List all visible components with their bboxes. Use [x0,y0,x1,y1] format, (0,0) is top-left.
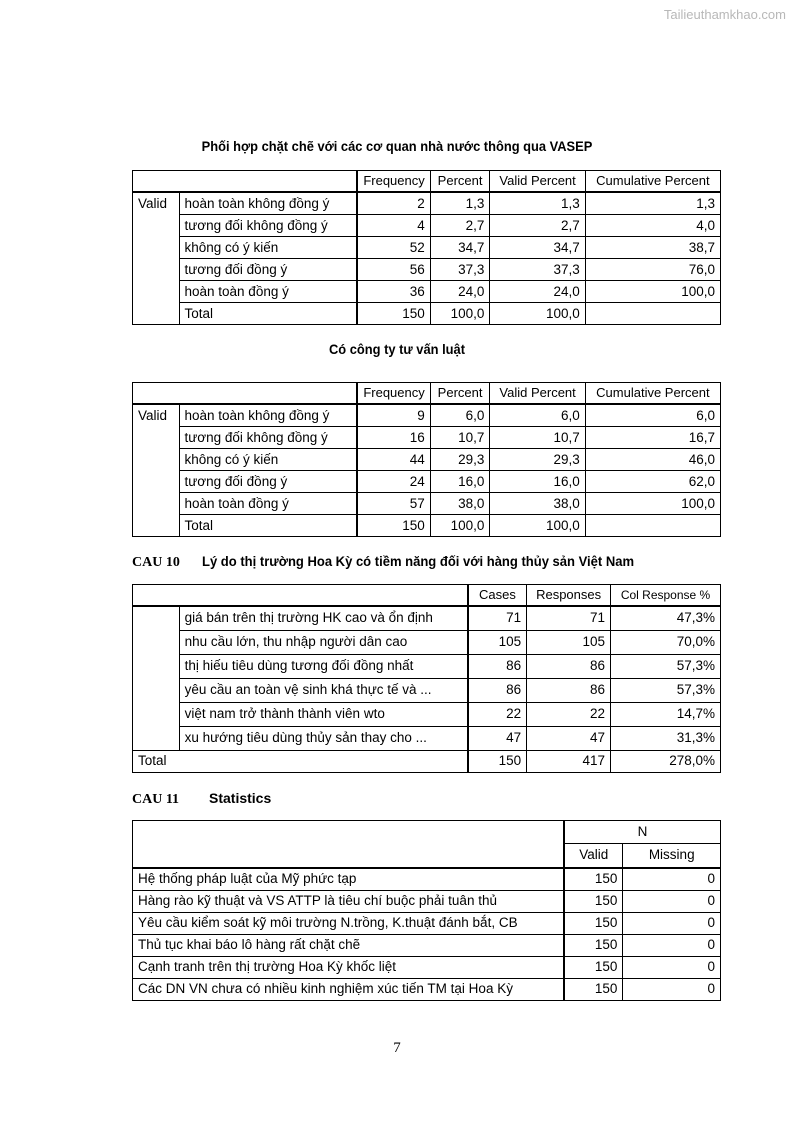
cell: 6,0 [585,404,720,427]
cell: 37,3 [430,259,490,281]
header-valid-percent: Valid Percent [490,383,585,405]
cell: 100,0 [430,303,490,325]
cell [585,303,720,325]
cell: 100,0 [585,493,720,515]
row-label: Total [179,515,357,537]
row-label: Total [133,750,468,772]
cau10-table [132,584,721,773]
cell: 47 [527,726,611,750]
header-n: N [564,821,720,844]
table-row [133,654,721,678]
cell: 0 [623,890,721,912]
cell: 22 [468,702,527,726]
row-label: hoàn toàn đồng ý [179,281,357,303]
table-row [133,630,721,654]
table1-title: Phối hợp chặt chẽ với các cơ quan nhà nước thông qua VASEP [201,138,593,154]
table-row [133,956,721,978]
cell: 24,0 [430,281,490,303]
table-row [133,471,721,493]
cell: 100,0 [585,281,720,303]
cell: 9 [357,404,430,427]
cell: 76,0 [585,259,720,281]
header-missing: Missing [623,844,721,868]
row-label: Cạnh tranh trên thị trường Hoa Kỳ khốc liệt [133,956,565,978]
page-number: 7 [393,1040,401,1056]
header-cases: Cases [468,585,527,607]
header-frequency: Frequency [357,383,430,405]
header-col-response: Col Response % [611,585,721,607]
table-row [133,192,721,215]
cell: 47 [468,726,527,750]
header-responses: Responses [527,585,611,607]
cell: 10,7 [430,427,490,449]
cell: 2,7 [490,215,585,237]
cell: 57,3% [611,678,721,702]
cell: 100,0 [430,515,490,537]
cell: 150 [564,978,623,1000]
cau10-number: CAU 10 [132,555,180,570]
row-label: Total [179,303,357,325]
row-label: Hệ thống pháp luật của Mỹ phức tạp [133,868,565,891]
table-row [133,934,721,956]
cell: 22 [527,702,611,726]
cell: 0 [623,868,721,891]
cell: 38,0 [430,493,490,515]
cau10-heading [132,553,667,571]
cell: 100,0 [490,515,585,537]
table-row-total [133,515,721,537]
cell: 86 [468,654,527,678]
cell: 1,3 [585,192,720,215]
cell: 24,0 [490,281,585,303]
cell: 86 [468,678,527,702]
row-label: tương đối đồng ý [179,471,357,493]
cell: 150 [564,912,623,934]
cell: 86 [527,654,611,678]
cell: 29,3 [430,449,490,471]
cell: 37,3 [490,259,585,281]
table1-header-row [133,171,721,193]
row-label: hoàn toàn không đồng ý [179,404,357,427]
table-row [133,404,721,427]
cell: 150 [357,515,430,537]
cell: 4 [357,215,430,237]
cell: 16 [357,427,430,449]
table2 [132,382,721,537]
table-row-total [133,303,721,325]
cell: 150 [564,868,623,891]
cell: 16,0 [490,471,585,493]
table-row [133,606,721,630]
header-percent: Percent [430,383,490,405]
cau11-title: Statistics [209,790,272,806]
row-label: giá bán trên thị trường HK cao và ổn định [179,606,468,630]
table-row [133,259,721,281]
header-valid: Valid [564,844,623,868]
row-label: Thủ tục khai báo lô hàng rất chặt chẽ [133,934,565,956]
cell: 57 [357,493,430,515]
cell: 150 [357,303,430,325]
cell: 2,7 [430,215,490,237]
cell: 4,0 [585,215,720,237]
row-label: nhu cầu lớn, thu nhập người dân cao [179,630,468,654]
table1 [132,170,721,325]
table-row [133,702,721,726]
header-cumulative-percent: Cumulative Percent [585,383,720,405]
table-row-total [133,750,721,772]
cell: 150 [564,890,623,912]
cell: 62,0 [585,471,720,493]
cell: 1,3 [430,192,490,215]
table-row [133,868,721,891]
row-label: không có ý kiến [179,237,357,259]
cell: 0 [623,934,721,956]
cell [585,515,720,537]
row-label: Yêu cầu kiểm soát kỹ môi trường N.trồng, K.thuật đánh bắt, CB [133,912,565,934]
row-label: xu hướng tiêu dùng thủy sản thay cho ... [179,726,468,750]
cell: 57,3% [611,654,721,678]
row-label: không có ý kiến [179,449,357,471]
cell: 417 [527,750,611,772]
table-row [133,912,721,934]
watermark: Tailieuthamkhao.com [663,7,786,22]
cau11-heading [132,790,271,808]
cell: 31,3% [611,726,721,750]
cau10-title: Lý do thị trường Hoa Kỳ có tiềm năng đối với hàng thủy sản Việt Nam [202,553,635,569]
cell: 100,0 [490,303,585,325]
cell: 47,3% [611,606,721,630]
cell: 24 [357,471,430,493]
cell: 38,7 [585,237,720,259]
cell: 6,0 [430,404,490,427]
cell: 0 [623,912,721,934]
table2-title: Có công ty tư vấn luật [328,341,465,357]
table-row [133,237,721,259]
group-label: Valid [133,192,180,215]
row-label: việt nam trở thành thành viên wto [179,702,468,726]
cell: 38,0 [490,493,585,515]
cell: 278,0% [611,750,721,772]
header-cumulative-percent: Cumulative Percent [585,171,720,193]
cell: 86 [527,678,611,702]
cell: 56 [357,259,430,281]
cau11-number: CAU 11 [132,792,180,807]
cell: 10,7 [490,427,585,449]
cell: 150 [564,956,623,978]
cau10-header-row [133,585,721,607]
table-row [133,978,721,1000]
cell: 70,0% [611,630,721,654]
cell: 0 [623,956,721,978]
cell: 105 [527,630,611,654]
table-row [133,726,721,750]
cell: 0 [623,978,721,1000]
row-label: thị hiếu tiêu dùng tương đối đồng nhất [179,654,468,678]
row-label: hoàn toàn đồng ý [179,493,357,515]
row-label: Các DN VN chưa có nhiều kinh nghiệm xúc tiến TM tại Hoa Kỳ [133,978,565,1000]
cell: 150 [564,934,623,956]
table-row [133,281,721,303]
cell: 16,7 [585,427,720,449]
cau11-table [132,820,721,1001]
cell: 105 [468,630,527,654]
cell: 2 [357,192,430,215]
table-row [133,427,721,449]
cell: 44 [357,449,430,471]
row-label: tương đối không đồng ý [179,427,357,449]
cell: 71 [527,606,611,630]
cell: 46,0 [585,449,720,471]
table-row [133,890,721,912]
table2-header-row [133,383,721,405]
cell: 1,3 [490,192,585,215]
table-row [133,493,721,515]
header-valid-percent: Valid Percent [490,171,585,193]
cell: 36 [357,281,430,303]
cell: 14,7% [611,702,721,726]
row-label: tương đối không đồng ý [179,215,357,237]
header-frequency: Frequency [357,171,430,193]
cell: 6,0 [490,404,585,427]
cau11-group-header-row [133,821,721,844]
cell: 34,7 [430,237,490,259]
cell: 71 [468,606,527,630]
cell: 150 [468,750,527,772]
cell: 16,0 [430,471,490,493]
group-label: Valid [133,404,180,427]
cell: 52 [357,237,430,259]
table-row [133,449,721,471]
header-percent: Percent [430,171,490,193]
row-label: yêu cầu an toàn vệ sinh khá thực tế và ... [179,678,468,702]
row-label: Hàng rào kỹ thuật và VS ATTP là tiêu chí buộc phải tuân thủ [133,890,565,912]
cell: 34,7 [490,237,585,259]
table-row [133,215,721,237]
row-label: hoàn toàn không đồng ý [179,192,357,215]
table-row [133,678,721,702]
cau11-header-row [133,844,721,868]
cell: 29,3 [490,449,585,471]
row-label: tương đối đồng ý [179,259,357,281]
